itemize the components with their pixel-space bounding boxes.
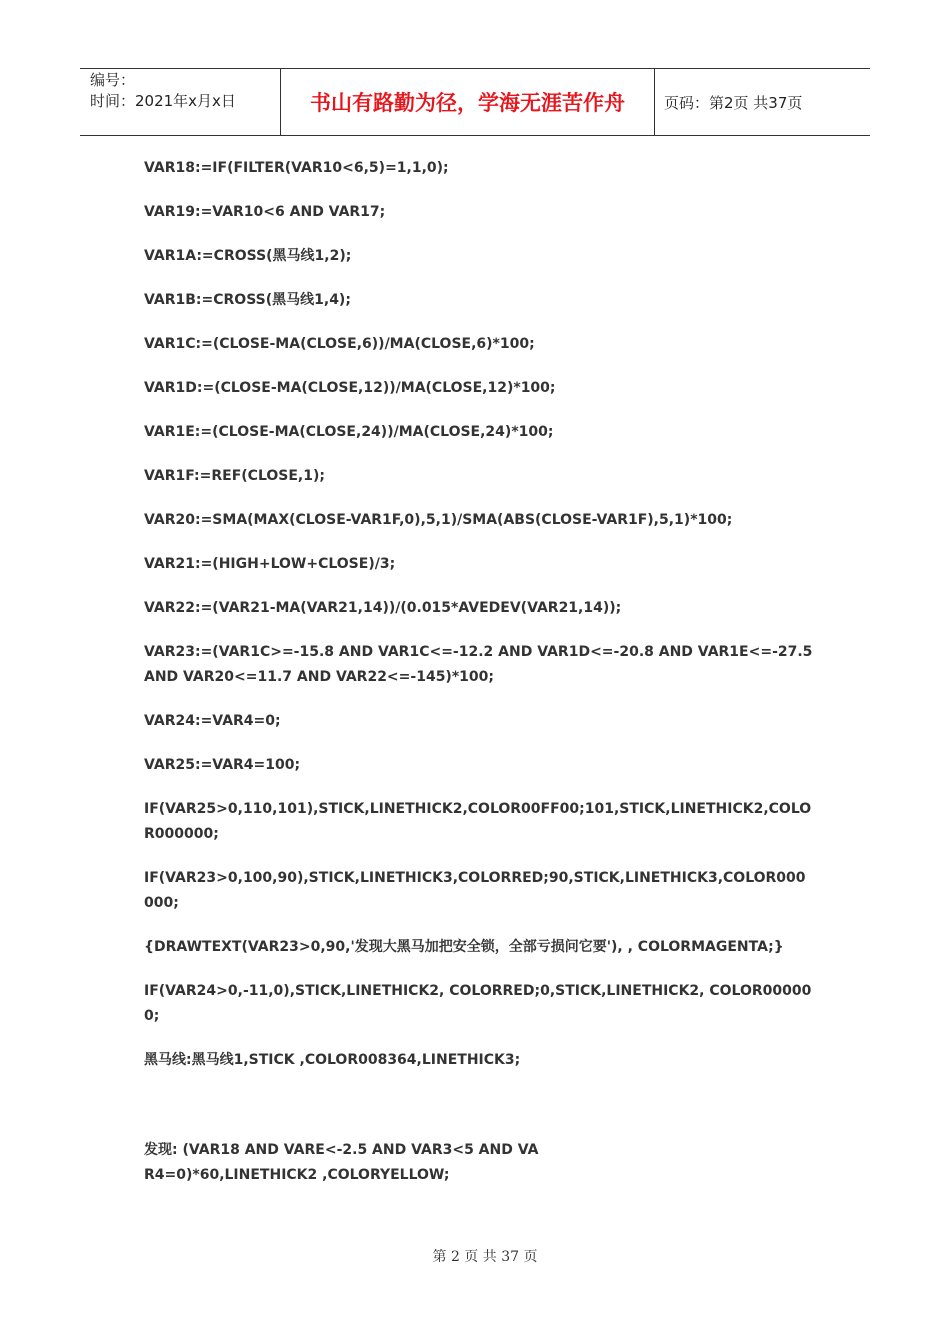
final-code-line: 发现: (VAR18 AND VARE<-2.5 AND VAR3<5 AND VAR4=0)*60,LINETHICK2 ,COLORYELLOW; [144, 1142, 539, 1183]
code-line: VAR24:=VAR4=0; [144, 713, 281, 729]
code-line: IF(VAR24>0,-11,0),STICK,LINETHICK2, COLORRED;0,STICK,LINETHICK2, COLOR000000; [144, 983, 812, 1024]
code-line: VAR1A:=CROSS(黑马线1,2); [144, 248, 352, 264]
code-line: {DRAWTEXT(VAR23>0,90,'发现大黑马加把安全锁，全部亏损问它要'), , COLORMAGENTA;} [144, 939, 784, 955]
page-header [80, 68, 870, 136]
code-line: VAR1F:=REF(CLOSE,1); [144, 468, 325, 484]
code-line: VAR21:=(HIGH+LOW+CLOSE)/3; [144, 556, 396, 572]
time-label: 时间：2021年x月x日 [90, 92, 236, 110]
code-line: IF(VAR25>0,110,101),STICK,LINETHICK2,COLOR00FF00;101,STICK,LINETHICK2,COLOR000000; [144, 801, 812, 842]
code-line: VAR1B:=CROSS(黑马线1,4); [144, 292, 351, 308]
code-line: IF(VAR23>0,100,90),STICK,LINETHICK3,COLORRED;90,STICK,LINETHICK3,COLOR000000; [144, 870, 806, 911]
header-motto: 书山有路勤为径，学海无涯苦作舟 [281, 69, 655, 135]
code-line: VAR25:=VAR4=100; [144, 757, 301, 773]
code-line: VAR20:=SMA(MAX(CLOSE-VAR1F,0),5,1)/SMA(ABS(CLOSE-VAR1F),5,1)*100; [144, 512, 733, 528]
document-body [144, 156, 814, 1207]
spacer [144, 1092, 814, 1138]
code-line: VAR1E:=(CLOSE-MA(CLOSE,24))/MA(CLOSE,24)*100; [144, 424, 554, 440]
serial-label: 编号： [90, 71, 136, 89]
header-page-info: 页码：第2页 共37页 [664, 93, 803, 112]
code-line: 黑马线:黑马线1,STICK ,COLOR008364,LINETHICK3; [144, 1052, 521, 1068]
code-line: VAR23:=(VAR1C>=-15.8 AND VAR1C<=-12.2 AND VAR1D<=-20.8 AND VAR1E<=-27.5 AND VAR20<=11.7 AND VAR22<=-145)*100; [144, 644, 813, 685]
page-footer: 第 2 页 共 37 页 [432, 1249, 538, 1265]
code-line: VAR22:=(VAR21-MA(VAR21,14))/(0.015*AVEDEV(VAR21,14)); [144, 600, 622, 616]
code-line: VAR18:=IF(FILTER(VAR10<6,5)=1,1,0); [144, 160, 449, 176]
code-line: VAR19:=VAR10<6 AND VAR17; [144, 204, 386, 220]
code-line: VAR1D:=(CLOSE-MA(CLOSE,12))/MA(CLOSE,12)*100; [144, 380, 556, 396]
code-line: VAR1C:=(CLOSE-MA(CLOSE,6))/MA(CLOSE,6)*100; [144, 336, 535, 352]
header-meta [80, 69, 281, 135]
